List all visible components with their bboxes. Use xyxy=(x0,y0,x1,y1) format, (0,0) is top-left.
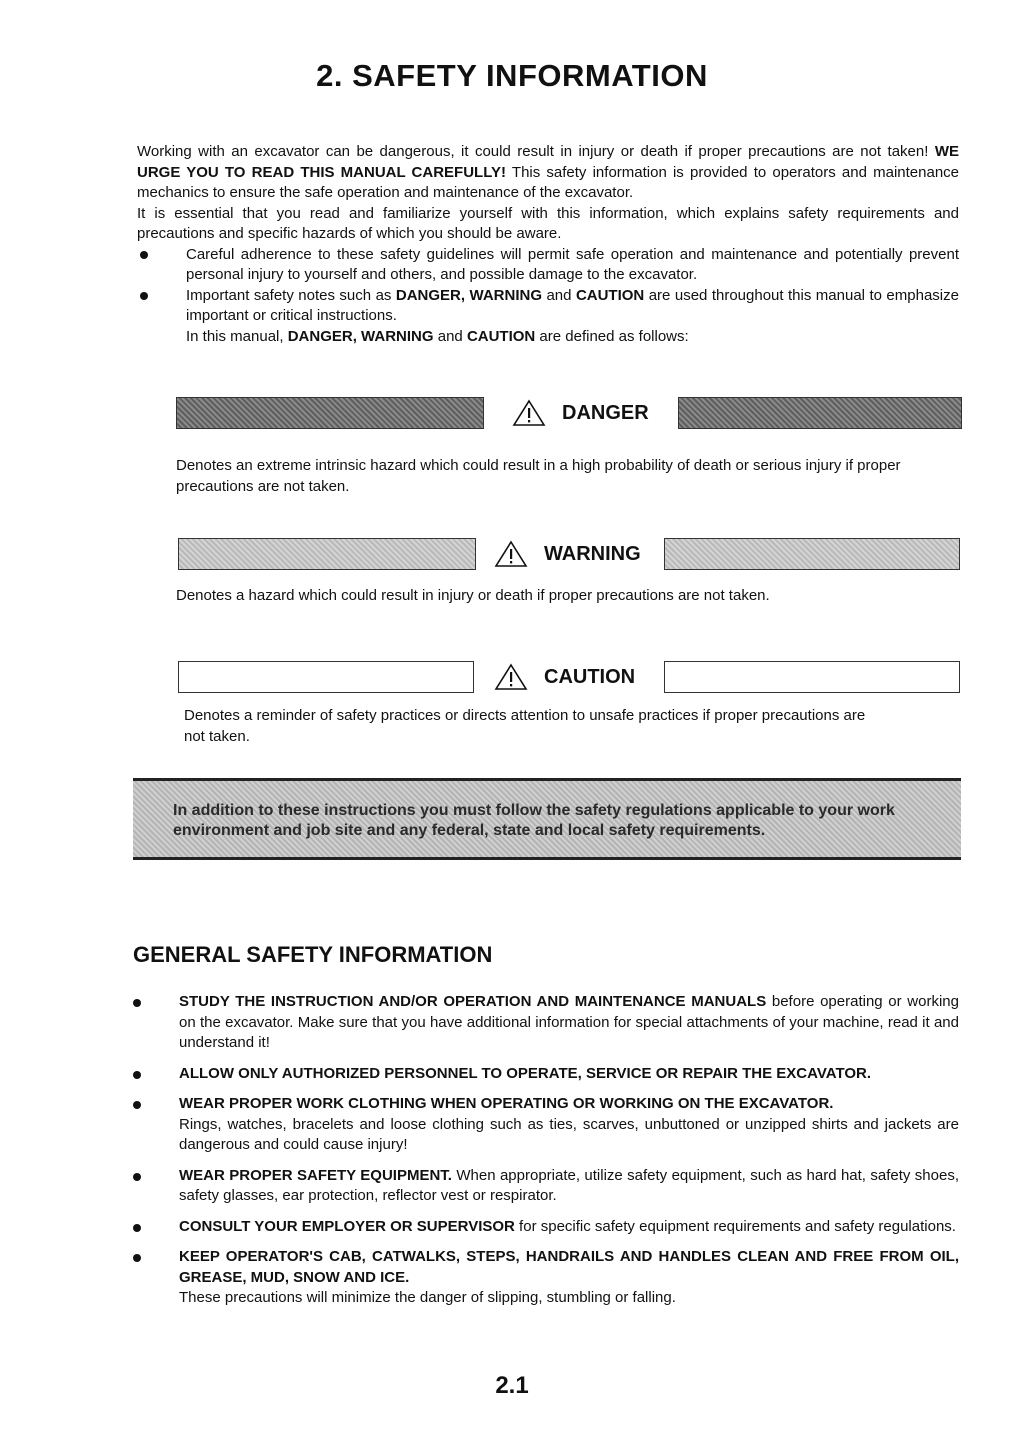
intro-paragraph-2: It is essential that you read and familiarize yourself with this information, which explains safety requirements and precautions and specific hazards of which you should be aware. xyxy=(137,204,959,242)
bullet-icon xyxy=(133,1173,141,1181)
danger-sign xyxy=(176,397,960,429)
general-safety-list xyxy=(133,992,959,1319)
warning-description: Denotes a hazard which could result in injury or death if proper precautions are not taken. xyxy=(176,587,770,604)
intro-paragraph: Working with an excavator can be dangerous, it could result in injury or death if proper precautions are not taken! WE URGE YOU TO READ THIS MANUAL CAREFULLY! This safety information is provided to operators and maintenance mechanics to ensure the safe operation and maintenance of the excavator. xyxy=(137,143,960,201)
page-number: 2.1 xyxy=(495,1372,529,1399)
section-heading: GENERAL SAFETY INFORMATION xyxy=(133,942,493,967)
bullet-icon xyxy=(140,251,148,259)
danger-label: DANGER xyxy=(512,399,649,427)
bullet-icon xyxy=(133,1254,141,1262)
warning-sign xyxy=(176,538,960,570)
list-item: WEAR PROPER SAFETY EQUIPMENT. When appropriate, utilize safety equipment, such as hard hat, safety shoes, safety glasses, ear protection, reflector vest or respirator. xyxy=(133,1166,959,1207)
warning-shade-left xyxy=(178,538,476,570)
bullet-icon xyxy=(133,1101,141,1109)
definition-line: In this manual, DANGER, WARNING and CAUTION are defined as follows: xyxy=(186,327,689,345)
list-item: STUDY THE INSTRUCTION AND/OR OPERATION AND MAINTENANCE MANUALS before operating or working on the excavator. Make sure that you have additional information for special attachments of your machine, read it and understand it! xyxy=(133,992,959,1054)
caution-sign xyxy=(176,661,960,693)
danger-description: Denotes an extreme intrinsic hazard which could result in a high probability of death or serious injury if proper precautions are not taken. xyxy=(176,457,901,495)
caution-label: CAUTION xyxy=(494,663,635,691)
list-item: CONSULT YOUR EMPLOYER OR SUPERVISOR for specific safety equipment requirements and safety regulations. xyxy=(133,1217,959,1238)
list-item: KEEP OPERATOR'S CAB, CATWALKS, STEPS, HANDRAILS AND HANDLES CLEAN AND FREE FROM OIL, GREASE, MUD, SNOW AND ICE. These precautions will minimize the danger of slipping, stumbling or falling. xyxy=(133,1247,959,1309)
warning-triangle-icon xyxy=(494,540,528,568)
regulations-notice xyxy=(133,778,961,860)
danger-shade-right xyxy=(678,397,962,429)
bullet-icon xyxy=(133,1071,141,1079)
danger-shade-left xyxy=(176,397,484,429)
caution-box-left xyxy=(178,661,474,693)
warning-triangle-icon xyxy=(512,399,546,427)
notice-text: In addition to these instructions you must follow the safety regulations applicable to your work environment and job site and any federal, state and local safety requirements. xyxy=(173,802,895,839)
urge-text: WE URGE YOU TO READ THIS MANUAL CAREFULLY! xyxy=(137,143,959,181)
caution-description: Denotes a reminder of safety practices or directs attention to unsafe practices if proper precautions are not taken. xyxy=(184,707,866,745)
list-item: WEAR PROPER WORK CLOTHING WHEN OPERATING OR WORKING ON THE EXCAVATOR. Rings, watches, bracelets and loose clothing such as ties, scarves, unbuttoned or unzipped shirts and jackets are dangerous and could cause injury! xyxy=(133,1094,959,1156)
bullet-icon xyxy=(133,999,141,1007)
warning-triangle-icon xyxy=(494,663,528,691)
bullet-icon xyxy=(133,1224,141,1232)
warning-shade-right xyxy=(664,538,960,570)
list-item: ALLOW ONLY AUTHORIZED PERSONNEL TO OPERATE, SERVICE OR REPAIR THE EXCAVATOR. xyxy=(133,1064,959,1085)
page-title: 2. SAFETY INFORMATION xyxy=(316,58,708,93)
intro-section xyxy=(137,142,959,347)
caution-box-right xyxy=(664,661,960,693)
intro-bullet: Important safety notes such as DANGER, WARNING and CAUTION are used throughout this manual to emphasize important or critical instructions. xyxy=(137,286,959,327)
bullet-icon xyxy=(140,292,148,300)
warning-label: WARNING xyxy=(494,540,641,568)
intro-bullet: Careful adherence to these safety guidelines will permit safe operation and maintenance and potentially prevent personal injury to yourself and others, and possible damage to the excavator. xyxy=(137,245,959,286)
